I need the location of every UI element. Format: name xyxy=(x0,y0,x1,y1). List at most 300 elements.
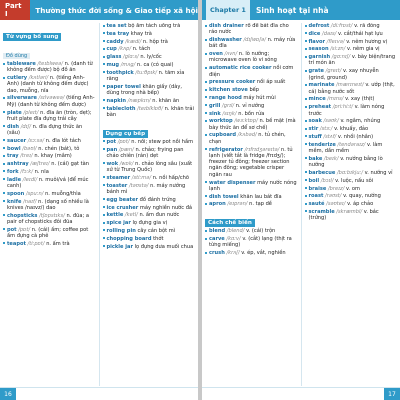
entry-word: teapot xyxy=(7,240,26,247)
entry-word: tableware xyxy=(7,61,36,67)
vocab-entry xyxy=(103,205,196,211)
entry-definition: bếp xyxy=(249,87,260,94)
entry-definition: v. nhồi (nhân) xyxy=(337,133,374,140)
entry-definition: n. lò nướng; microwave oven lò vi sóng xyxy=(209,51,277,64)
entry-list xyxy=(103,139,196,250)
entry-definition: v. áp chảo xyxy=(347,201,374,208)
entry-pronunciation: /bɑːbɪkjuː/ xyxy=(336,169,363,176)
vocab-entry xyxy=(205,236,298,249)
entry-definition: v. cắt/thái hạt lựu xyxy=(337,30,383,37)
entry-word: toaster xyxy=(106,182,128,189)
entry-definition: n. hộp trà xyxy=(142,38,168,45)
entry-pronunciation: /mʌg/ xyxy=(120,61,136,68)
entry-word: chopping board xyxy=(106,235,152,242)
entry-definition: v. bác (trứng) xyxy=(308,208,379,222)
section-heading: Từ vựng bổ sung xyxy=(3,33,61,41)
section-heading: Dụng cụ bếp xyxy=(103,130,149,138)
vocab-entry xyxy=(305,142,398,155)
entry-definition: n. ly/cốc xyxy=(140,54,162,61)
entry-definition: v. nướng bằng lò nướng xyxy=(308,155,383,169)
entry-definition: n. tăm xỉa răng xyxy=(106,69,185,83)
entry-definition: v. luộc, nấu sôi xyxy=(335,177,374,184)
chapter-label: Chapter 1 xyxy=(206,0,250,20)
entry-pronunciation: /treɪ/ xyxy=(20,153,33,160)
entry-pronunciation: /stiːmə/ xyxy=(131,174,152,181)
right-page-header xyxy=(202,0,400,20)
vocab-entry xyxy=(305,54,398,67)
vocab-entry xyxy=(103,31,196,37)
vocab-entry xyxy=(3,75,96,94)
entry-definition: v. nêm hương vị xyxy=(346,38,388,45)
entry-pronunciation: /sɪŋk/ xyxy=(222,110,237,117)
entry-definition: thớt xyxy=(153,235,164,242)
entry-definition: n. nồi; stew pot nồi hầm xyxy=(131,138,194,145)
entry-definition: khăn giấy (dày, dùng trong nhà bếp) xyxy=(106,83,182,97)
vocab-entry xyxy=(305,118,398,124)
entry-pronunciation: /greɪt/ xyxy=(325,68,342,75)
entry-definition: n. đĩa đựng thức ăn (sâu) xyxy=(7,123,83,136)
entry-definition: n. ấm trà xyxy=(46,240,70,247)
entry-word: pan xyxy=(106,146,118,153)
entry-word: ashtray xyxy=(7,161,29,168)
entry-word: plate xyxy=(7,109,22,116)
entry-word: pressure cooker xyxy=(209,79,256,86)
left-column-1 xyxy=(0,23,99,386)
entry-pronunciation: /dɪʃwɒʃə/ xyxy=(243,37,266,44)
entry-definition: máy hút mùi xyxy=(243,94,276,101)
entry-pronunciation: /təʊstə/ xyxy=(128,182,149,189)
entry-definition: n. tạp dề xyxy=(249,201,272,208)
vocab-entry xyxy=(103,147,196,160)
entry-word: range hood xyxy=(209,94,242,101)
vocab-entry xyxy=(305,193,398,199)
entry-word: boil xyxy=(308,177,320,184)
left-columns xyxy=(0,23,198,386)
vocab-entry xyxy=(103,197,196,203)
entry-definition: n. tủ lạnh (viết tắt là fridge /frɪdʒ/); freezer tủ đông; freezer section ngăn đông; vegetable crisper ngăn rau xyxy=(209,146,293,178)
entry-word: knife xyxy=(7,198,22,205)
vocab-entry xyxy=(305,31,398,37)
entry-pronunciation: /krʌʃ/ xyxy=(226,250,240,257)
entry-pronunciation: /səʊteɪ/ xyxy=(326,201,346,208)
entry-definition: n. khay (mâm) xyxy=(34,153,72,160)
entry-definition: rổ để bát đĩa cho ráo nước xyxy=(209,23,289,36)
part-label: Part I xyxy=(0,0,30,20)
entry-definition: n. máy rửa bát đĩa xyxy=(209,37,296,50)
entry-pronunciation: /næpkɪn/ xyxy=(127,97,151,104)
entry-word: rolling pin xyxy=(106,227,136,234)
vocab-entry xyxy=(3,161,96,167)
entry-pronunciation: /spuːn/ xyxy=(25,190,44,197)
entry-pronunciation: /fɔːk/ xyxy=(20,168,33,175)
vocab-entry xyxy=(205,23,298,36)
left-footer xyxy=(0,387,198,400)
entry-pronunciation: /blend/ xyxy=(226,228,245,235)
vocab-entry xyxy=(3,138,96,144)
entry-word: egg beater xyxy=(106,196,138,203)
entry-word: bowl xyxy=(7,145,21,152)
vocab-entry xyxy=(205,103,298,109)
entry-word: tray xyxy=(7,153,19,160)
entry-word: barbecue xyxy=(308,169,336,176)
entry-pronunciation: /gɑːnɪʃ/ xyxy=(331,54,351,61)
subsection-heading: Đồ dùng xyxy=(3,53,30,59)
entry-definition: n. (cái) ấm; coffee pot ấm đựng cà phê xyxy=(7,226,89,240)
entry-word: tablecloth xyxy=(106,105,136,112)
vocab-entry xyxy=(103,175,196,181)
entry-word: grate xyxy=(308,68,324,75)
vocab-entry xyxy=(305,134,398,140)
entry-word: cupboard xyxy=(209,132,237,139)
entry-pronunciation: /glɑːs/ xyxy=(123,54,139,61)
right-column-1 xyxy=(202,23,301,386)
entry-pronunciation: /beɪk/ xyxy=(323,155,339,162)
entry-word: spoon xyxy=(7,190,25,197)
vocab-entry xyxy=(205,250,298,256)
entry-word: caddy xyxy=(106,38,124,45)
entry-pronunciation: /sɪlvəweə/ xyxy=(38,95,65,102)
entry-word: blend xyxy=(209,228,226,235)
vocab-entry xyxy=(205,79,298,85)
entry-definition: n. chén (bát), tô xyxy=(38,145,80,152)
vocab-entry xyxy=(205,132,298,145)
entry-list xyxy=(3,61,96,247)
vocab-entry xyxy=(3,124,96,137)
entry-definition: n. ca (có quai) xyxy=(137,61,174,68)
vocab-entry xyxy=(3,169,96,175)
entry-definition: n. đĩa ăn (tròn, dẹt); fruit plate đĩa đựng trái cây xyxy=(7,109,92,122)
vocab-entry xyxy=(3,213,96,226)
entry-definition: n. nồi hấp/chõ xyxy=(152,174,189,181)
entry-pronunciation: /breɪz/ xyxy=(327,185,345,192)
entry-pronunciation: /kʌp/ xyxy=(118,46,132,53)
entry-word: pot xyxy=(106,138,117,145)
vocab-entry xyxy=(103,70,196,83)
entry-pronunciation: /rəʊst/ xyxy=(325,193,342,200)
right-page-title: Sinh hoạt tại nhà xyxy=(255,5,329,15)
entry-pronunciation: /diːfrɒst/ xyxy=(330,23,353,29)
entry-pronunciation: /stʌf/ xyxy=(323,133,337,140)
entry-word: bake xyxy=(308,155,323,162)
entry-word: ladle xyxy=(7,176,22,183)
entry-pronunciation: /pæn/ xyxy=(118,146,134,153)
vocab-entry xyxy=(103,161,196,174)
vocab-entry xyxy=(103,54,196,60)
right-page xyxy=(202,0,400,400)
vocab-entry xyxy=(305,46,398,52)
entry-pronunciation: /sɔːsə/ xyxy=(27,137,45,144)
entry-pronunciation: /tendəraɪz/ xyxy=(337,141,366,148)
entry-definition: v. (cái) trộn xyxy=(246,228,276,235)
right-columns xyxy=(202,23,400,386)
entry-definition: đồ đánh trứng xyxy=(139,196,176,203)
entry-definition: lọ đựng gia vị xyxy=(132,220,168,227)
right-footer xyxy=(202,387,400,400)
vocab-entry xyxy=(103,39,196,45)
entry-definition: cây cán bột mì xyxy=(137,227,176,234)
entry-pronunciation: /səʊk/ xyxy=(323,118,339,125)
entry-word: kitchen stove xyxy=(209,87,248,94)
entry-word: ice crusher xyxy=(106,204,139,211)
entry-pronunciation: /grɪl/ xyxy=(222,102,235,109)
entry-list xyxy=(205,23,298,208)
entry-word: tea tray xyxy=(106,30,130,37)
entry-definition: n. (tiếng Anh-Anh) (danh từ không đếm được) dao, muỗng, nĩa xyxy=(7,75,89,94)
entry-word: toothpick xyxy=(106,69,134,76)
entry-definition: khay trà xyxy=(130,30,152,37)
left-page-header xyxy=(0,0,198,20)
entry-word: worktop xyxy=(209,118,233,125)
entry-word: tea set xyxy=(106,23,127,29)
entry-word: oven xyxy=(209,51,223,58)
entry-word: defrost xyxy=(308,23,330,29)
vocab-entry xyxy=(103,62,196,68)
vocab-entry xyxy=(305,104,398,117)
vocab-entry xyxy=(205,228,298,234)
entry-word: silverware xyxy=(7,95,37,102)
entry-word: refrigerator xyxy=(209,146,243,153)
entry-word: roast xyxy=(308,193,324,200)
entry-pronunciation: /kɑːv/ xyxy=(226,236,241,243)
entry-definition: n. chảo lòng sâu (xuất xứ từ Trung Quốc) xyxy=(106,160,193,174)
vocab-entry xyxy=(305,96,398,102)
entry-pronunciation: /teɪblklɒθ/ xyxy=(137,105,163,112)
entry-definition: n. vỉ nướng xyxy=(235,102,265,109)
entry-word: mince xyxy=(308,96,326,103)
section-heading: Cách chế biến xyxy=(205,219,255,227)
entry-word: water dispenser xyxy=(209,179,256,186)
entry-definition: n. khăn trải bàn xyxy=(106,105,194,119)
entry-definition: máy nước nóng lạnh xyxy=(209,179,297,192)
entry-definition: máy nghiền nước đá xyxy=(139,204,193,211)
entry-definition: v. bày biện/trang trí món ăn xyxy=(308,54,396,67)
vocab-entry xyxy=(103,244,196,250)
vocab-entry xyxy=(205,201,298,207)
vocab-entry xyxy=(103,84,196,97)
entry-list xyxy=(205,228,298,256)
vocab-entry xyxy=(3,110,96,123)
entry-pronunciation: /eɪprən/ xyxy=(227,201,248,208)
vocab-entry xyxy=(305,170,398,176)
entry-pronunciation: /daɪs/ xyxy=(322,30,337,37)
vocab-entry xyxy=(103,220,196,226)
entry-word: stir xyxy=(308,126,319,133)
vocab-entry xyxy=(305,126,398,132)
entry-word: pickle jar xyxy=(106,243,133,250)
entry-word: dice xyxy=(308,30,321,37)
entry-pronunciation: /tʃɒpstɪks/ xyxy=(39,212,65,219)
vocab-entry xyxy=(3,227,96,240)
entry-pronunciation: /ʌvn/ xyxy=(224,51,238,58)
entry-pronunciation: /siːzn/ xyxy=(330,46,346,53)
vocab-entry xyxy=(205,118,298,131)
vocab-entry xyxy=(205,87,298,93)
entry-word: carve xyxy=(209,236,225,243)
vocab-entry xyxy=(103,98,196,104)
entry-pronunciation: /kʌbəd/ xyxy=(237,132,257,139)
vocab-entry xyxy=(205,194,298,200)
entry-pronunciation: /pɒt/ xyxy=(117,138,130,145)
entry-definition: v. nêm gia vị xyxy=(346,46,380,53)
vocab-entry xyxy=(3,199,96,212)
entry-definition: v. làm mềm, dần mềm xyxy=(308,141,383,155)
entry-definition: khăn lau bát đĩa xyxy=(240,193,282,200)
vocab-entry xyxy=(103,106,196,119)
entry-pronunciation: /rɪfrɪdʒəreɪtə/ xyxy=(244,146,280,153)
entry-definition: v. ướp (thịt, cá) bằng nước sốt xyxy=(308,82,395,95)
entry-word: fork xyxy=(7,168,19,175)
entry-word: soak xyxy=(308,118,322,125)
entry-word: crush xyxy=(209,250,225,257)
entry-pronunciation: /ketl/ xyxy=(124,212,138,219)
entry-word: stuff xyxy=(308,133,322,140)
entry-definition: n. bề mặt (mà bày thức ăn để sơ chế) xyxy=(209,118,296,131)
entry-definition: v. om xyxy=(346,185,360,192)
entry-pronunciation: /tiːpɒt/ xyxy=(27,240,45,247)
entry-pronunciation: /priːhiːt/ xyxy=(332,104,353,111)
entry-pronunciation: /bəʊl/ xyxy=(22,145,37,152)
vocab-entry xyxy=(3,177,96,190)
entry-definition: v. quay, nướng xyxy=(343,193,381,200)
entry-word: braise xyxy=(308,185,327,192)
entry-definition: n. máy nướng bánh mì xyxy=(106,182,186,195)
entry-definition: n. muỗng/thìa xyxy=(45,190,81,197)
entry-pronunciation: /bɔɪl/ xyxy=(320,177,334,184)
left-page xyxy=(0,0,198,400)
entry-word: grill xyxy=(209,102,221,109)
entry-pronunciation: /stɜː/ xyxy=(319,126,333,133)
entry-word: cup xyxy=(106,46,117,53)
entry-word: dish drainer xyxy=(209,23,244,29)
page-number: 16 xyxy=(0,388,16,400)
vocab-entry xyxy=(305,23,398,29)
vocab-entry xyxy=(305,178,398,184)
entry-pronunciation: /pɒt/ xyxy=(18,226,31,233)
entry-word: wok xyxy=(106,160,119,167)
entry-definition: n. đũa; a pair of chopsticks đôi đũa xyxy=(7,212,89,226)
entry-pronunciation: /wɜːktɒp/ xyxy=(234,118,258,125)
entry-word: scramble xyxy=(308,208,335,215)
entry-pronunciation: /pleɪt/ xyxy=(23,109,39,116)
entry-definition: n. tách xyxy=(132,46,151,53)
entry-pronunciation: /æʃtreɪ/ xyxy=(30,161,50,168)
entry-definition: v. ép, vắt, nghiền xyxy=(241,250,286,257)
entry-word: dish xyxy=(7,123,20,130)
entry-word: tenderize xyxy=(308,141,336,148)
entry-definition: n. (danh từ không đếm được) bộ đồ ăn xyxy=(7,61,93,74)
entry-word: season xyxy=(308,46,329,53)
entry-definition: n. bồn rửa xyxy=(238,110,265,117)
vocab-entry xyxy=(305,39,398,45)
entry-pronunciation: /wɒk/ xyxy=(119,160,134,167)
entry-word: sink xyxy=(209,110,221,117)
entry-word: spice jar xyxy=(106,220,131,227)
vocab-entry xyxy=(205,37,298,50)
vocab-entry xyxy=(103,228,196,234)
left-column-2 xyxy=(99,23,199,386)
vocab-entry xyxy=(103,212,196,218)
vocab-entry xyxy=(103,183,196,196)
entry-definition: v. xay (thịt) xyxy=(345,96,375,103)
vocab-entry xyxy=(305,68,398,81)
entry-word: chopsticks xyxy=(7,212,38,219)
entry-word: dish towel xyxy=(209,193,239,200)
entry-word: saucer xyxy=(7,137,27,144)
entry-pronunciation: /teɪblweə/ xyxy=(37,61,64,67)
vocab-entry xyxy=(305,201,398,207)
entry-pronunciation: /tuːθpɪk/ xyxy=(135,69,157,76)
vocab-entry xyxy=(205,147,298,178)
entry-definition: n. (dạng số nhiều là knives /naɪvz/) dao xyxy=(7,198,89,211)
entry-definition: n. ấm đun nước xyxy=(139,212,180,219)
entry-definition: n. đĩa lót tách xyxy=(45,137,81,144)
vocab-entry xyxy=(205,111,298,117)
entry-definition: n. khăn ăn xyxy=(152,97,180,104)
entry-word: apron xyxy=(209,201,226,208)
entry-definition: v. xay nhuyễn (grind, ground) xyxy=(308,68,379,81)
entry-definition: n. nĩa xyxy=(34,168,49,175)
entry-definition: (tiếng Anh-Mỹ) (danh từ không đếm được) xyxy=(7,95,95,108)
vocab-entry xyxy=(3,153,96,159)
entry-definition: n. muôi/vá (để múc canh) xyxy=(7,176,89,190)
entry-word: napkin xyxy=(106,97,126,104)
entry-pronunciation: /fleɪvə/ xyxy=(326,38,345,45)
entry-definition: nồi cơm điện xyxy=(209,65,294,78)
page-number: 17 xyxy=(384,388,400,400)
vocab-entry xyxy=(103,46,196,52)
entry-word: automatic rice cooker xyxy=(209,65,272,72)
vocab-entry xyxy=(3,61,96,74)
vocab-entry xyxy=(205,95,298,101)
entry-definition: v. làm nóng trước xyxy=(308,104,385,117)
entry-pronunciation: /leɪdl/ xyxy=(22,176,38,183)
entry-word: cutlery xyxy=(7,75,28,82)
entry-definition: n. chảo; frying pan chảo chiên (rán) dẹt xyxy=(106,146,184,159)
entry-pronunciation: /skræmbl/ xyxy=(336,208,363,215)
vocab-entry xyxy=(205,180,298,193)
entry-word: dishwasher xyxy=(209,37,242,44)
entry-list xyxy=(305,23,398,222)
entry-word: kettle xyxy=(106,212,124,219)
entry-definition: v. rã đông xyxy=(354,23,380,29)
vocab-entry xyxy=(305,209,398,222)
entry-pronunciation: /mɪns/ xyxy=(327,96,344,103)
entry-pronunciation: /kædi/ xyxy=(125,38,142,45)
entry-word: mug xyxy=(106,61,120,68)
right-column-2 xyxy=(301,23,400,386)
vocab-entry xyxy=(3,146,96,152)
left-page-title: Thường thức đời sống & Giao tiếp xã hội xyxy=(35,5,198,15)
entry-definition: v. (cắt) lạng (thịt ra từng miếng) xyxy=(209,236,292,249)
entry-definition: v. ngâm, nhúng xyxy=(340,118,381,125)
entry-word: sauté xyxy=(308,201,325,208)
entry-definition: n. tủ chén, chạn xyxy=(209,132,286,145)
entry-word: marinate xyxy=(308,82,335,89)
vocab-entry xyxy=(3,241,96,247)
entry-list xyxy=(103,23,196,118)
entry-word: glass xyxy=(106,54,122,61)
entry-word: preheat xyxy=(308,104,332,111)
entry-pronunciation: /kʌtləri/ xyxy=(28,75,49,82)
entry-word: pot xyxy=(7,226,17,233)
vocab-entry xyxy=(3,95,96,108)
vocab-entry xyxy=(305,82,398,95)
entry-definition: bộ ấm tách uống trà xyxy=(128,23,181,29)
entry-word: steamer xyxy=(106,174,131,181)
entry-definition: nồi áp suất xyxy=(256,79,286,86)
entry-definition: v. khuấy, đảo xyxy=(334,126,369,133)
vocab-entry xyxy=(305,186,398,192)
